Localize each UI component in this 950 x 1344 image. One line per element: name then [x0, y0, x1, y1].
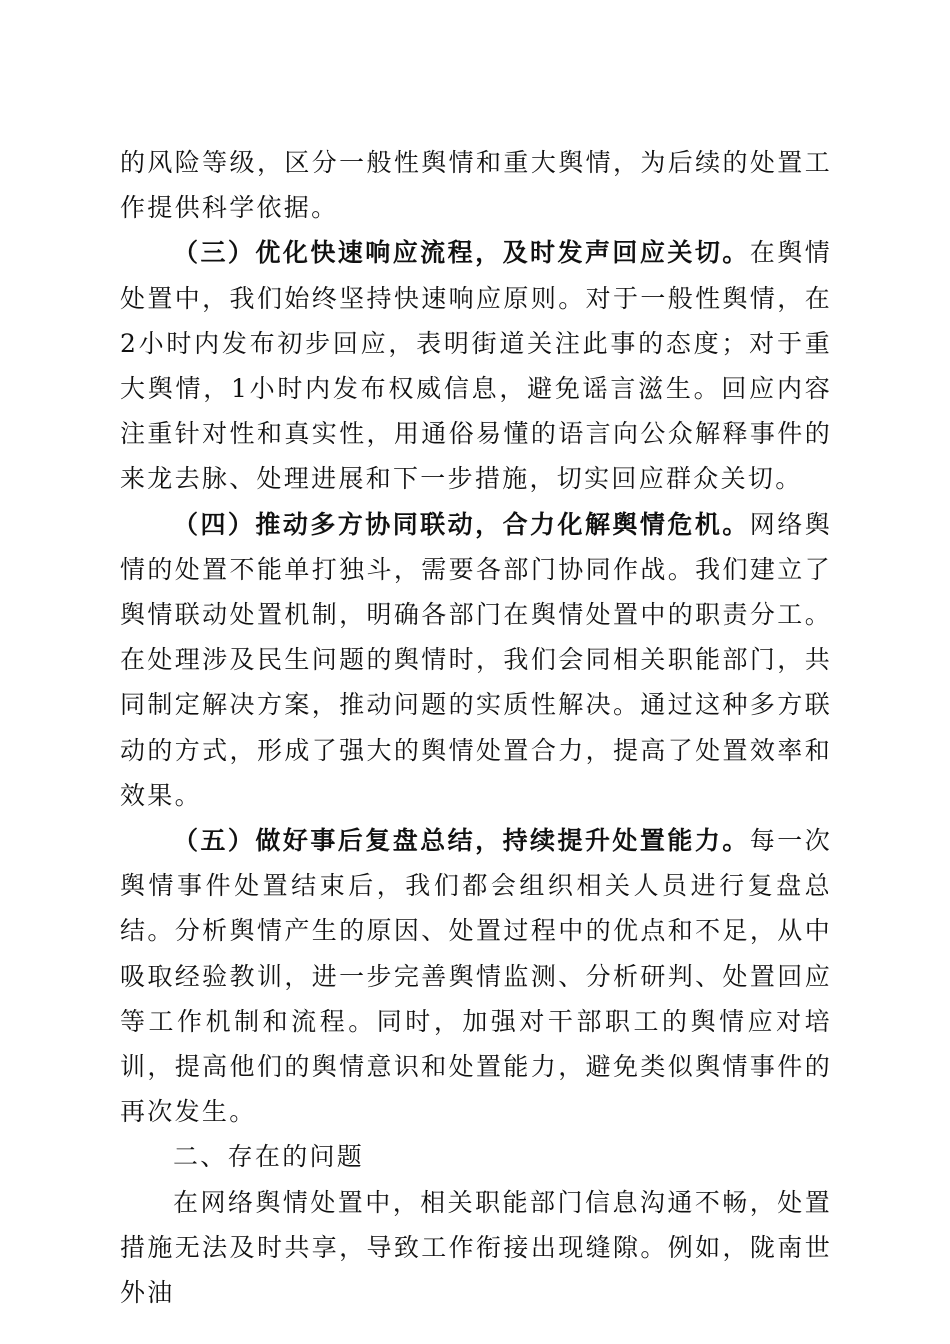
paragraph-lead: （四）推动多方协同联动，合力化解舆情危机。	[173, 509, 750, 539]
paragraph-text: 网络舆情的处置不能单打独斗，需要各部门协同作战。我们建立了舆情联动处置机制，明确各部门在舆情处置中的职责分工。在处理涉及民生问题的舆情时，我们会同相关职能部门，共同制定解决方案，推动问题的实质性解决。通过这种多方联动的方式，形成了强大的舆情处置合力，提高了处置效率和效果。	[120, 509, 832, 810]
document-body	[120, 140, 832, 1315]
section-heading: 二、存在的问题	[173, 1142, 365, 1172]
paragraph-section-4	[120, 502, 832, 818]
paragraph-lead: （三）优化快速响应流程，及时发声回应关切。	[173, 238, 750, 268]
paragraph-text: 在舆情处置中，我们始终坚持快速响应原则。对于一般性舆情，在2小时内发布初步回应，表明街道关注此事的态度；对于重大舆情，1小时内发布权威信息，避免谣言滋生。回应内容注重针对性和真实性，用通俗易懂的语言向公众解释事件的来龙去脉、处理进展和下一步措施，切实回应群众关切。	[120, 238, 832, 494]
paragraph-text: 在网络舆情处置中，相关职能部门信息沟通不畅，处置措施无法及时共享，导致工作衔接出现缝隙。例如，陇南世外油	[120, 1187, 832, 1308]
paragraph-section-3	[120, 230, 832, 501]
paragraph-section-5	[120, 818, 832, 1134]
paragraph-continuation	[120, 140, 832, 230]
paragraph-text: 每一次舆情事件处置结束后，我们都会组织相关人员进行复盘总结。分析舆情产生的原因、处置过程中的优点和不足，从中吸取经验教训，进一步完善舆情监测、分析研判、处置回应等工作机制和流程。同时，加强对干部职工的舆情应对培训，提高他们的舆情意识和处置能力，避免类似舆情事件的再次发生。	[120, 826, 832, 1127]
paragraph-lead: （五）做好事后复盘总结，持续提升处置能力。	[173, 826, 750, 856]
paragraph-text: 的风险等级，区分一般性舆情和重大舆情，为后续的处置工作提供科学依据。	[120, 148, 832, 223]
paragraph-problems	[120, 1180, 832, 1316]
